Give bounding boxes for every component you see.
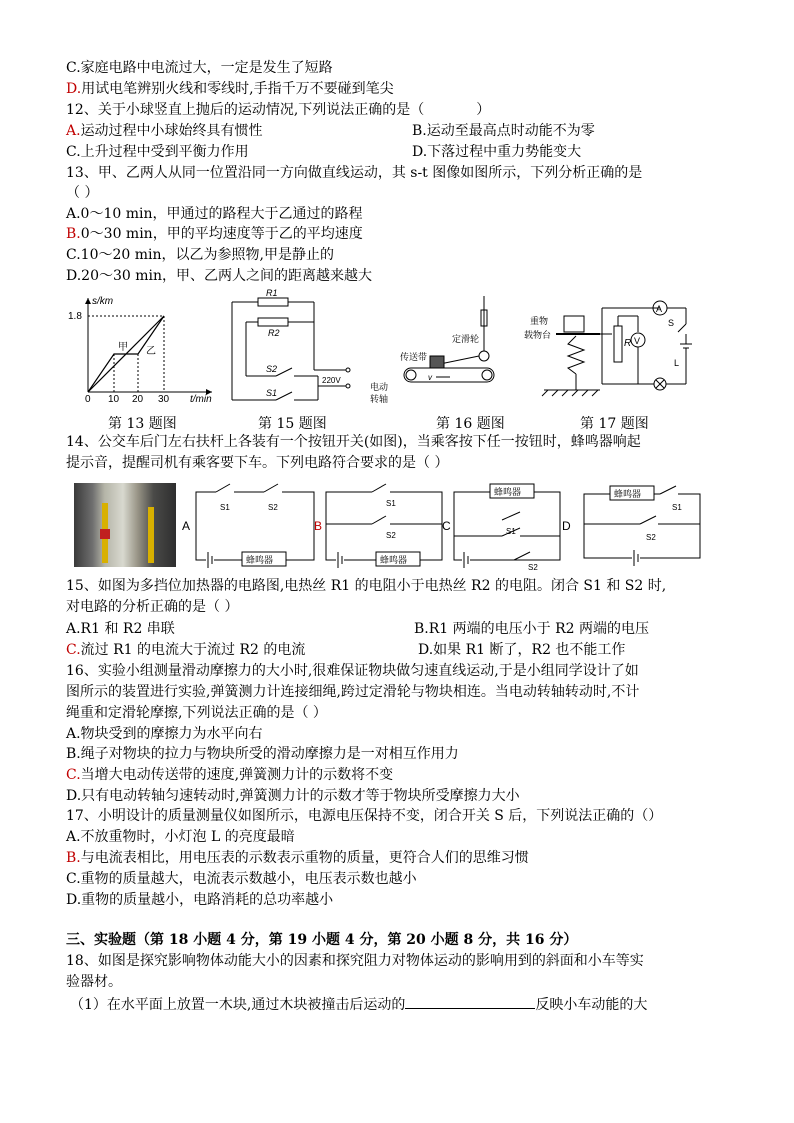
q16-option-a: A.物块受到的摩擦力为水平向右 bbox=[66, 726, 263, 742]
q15-row-cd bbox=[66, 640, 726, 660]
q17-option-a: A.不放重物时，小灯泡 L 的亮度最暗 bbox=[66, 829, 295, 845]
ammeter-label: A bbox=[656, 304, 663, 314]
option-letter: C. bbox=[66, 642, 81, 658]
q18-stem-2: 验器材。 bbox=[66, 974, 122, 990]
option-d-label: D bbox=[562, 519, 571, 533]
resistor-r1 bbox=[258, 298, 288, 306]
figure-16-conveyor bbox=[368, 294, 498, 406]
line-1: C.家庭电路中电流过大，一定是发生了短路 bbox=[66, 60, 333, 76]
q13-option-a: A.0～10 min，甲通过的路程大于乙通过的路程 bbox=[66, 206, 363, 222]
voltage-label: 220V bbox=[322, 376, 341, 385]
q14-stem-2: 提示音，提醒司机有乘客要下车。下列电路符合要求的是（ ） bbox=[66, 455, 449, 471]
option-text: 与电流表相比，用电压表的示数表示重物的质量，更符合人们的思维习惯 bbox=[80, 850, 529, 866]
s1-label: S1 bbox=[672, 503, 682, 512]
q17-option-c: C.重物的质量越大，电流表示数越小，电压表示数也越小 bbox=[66, 871, 417, 887]
q15-stem-2: 对电路的分析正确的是（ ） bbox=[66, 599, 239, 615]
q15-row-ab bbox=[66, 619, 726, 639]
jia-label: 甲 bbox=[118, 342, 128, 353]
bus-photo bbox=[74, 483, 176, 567]
weight-block bbox=[564, 316, 584, 332]
q18-part-1 bbox=[70, 994, 647, 1015]
q16-option-d: D.只有电动转轴匀速转动时,弹簧测力计的示数才等于物块所受摩擦力大小 bbox=[66, 788, 520, 804]
q17-option-d: D.重物的质量越小，电路消耗的总功率越小 bbox=[66, 892, 334, 908]
y-axis-label: s/km bbox=[92, 296, 114, 307]
caption-fig16: 第 16 题图 bbox=[436, 416, 505, 432]
q16-option-b: B.绳子对物块的拉力与物块所受的滑动摩擦力是一对相互作用力 bbox=[66, 746, 459, 762]
s1-label: S1 bbox=[506, 527, 516, 536]
option-letter: C. bbox=[66, 767, 81, 783]
caption-fig13: 第 13 题图 bbox=[108, 416, 177, 432]
q12-option-d: D.下落过程中重力势能变大 bbox=[412, 144, 582, 160]
conveyor-belt bbox=[404, 368, 494, 382]
section-3-heading: 三、实验题（第 18 小题 4 分，第 19 小题 4 分，第 20 小题 8 分，共 16 分） bbox=[66, 932, 578, 948]
q13-option-c: C.10～20 min，以乙为参照物,甲是静止的 bbox=[66, 247, 334, 263]
q12-row-cd bbox=[66, 142, 726, 162]
option-letter: A. bbox=[66, 123, 81, 139]
y-tick-label: 1.8 bbox=[68, 311, 82, 322]
s1-label: S1 bbox=[220, 503, 230, 512]
q17-stem: 17、小明设计的质量测量仪如图所示，电源电压保持不变，闭合开关 S 后，下列说法正确的（） bbox=[66, 808, 663, 824]
s1-label: S1 bbox=[386, 499, 396, 508]
q12-option-b: B.运动至最高点时动能不为零 bbox=[412, 123, 595, 139]
table-label: 载物台 bbox=[524, 330, 552, 340]
option-text: 当增大电动传送带的速度,弹簧测力计的示数将不变 bbox=[80, 767, 394, 783]
switch-label: S bbox=[668, 318, 675, 328]
buzzer-label: 蜂鸣器 bbox=[494, 487, 522, 497]
s2-label: S2 bbox=[646, 533, 656, 542]
rheostat-r bbox=[614, 326, 622, 362]
spring bbox=[568, 336, 584, 374]
q13-paren: （ ） bbox=[66, 185, 99, 201]
lamp-label: L bbox=[674, 358, 680, 368]
caption-fig15: 第 15 题图 bbox=[258, 416, 327, 432]
figure-17-mass-meter bbox=[520, 294, 695, 406]
q15-option-a: A.R1 和 R2 串联 bbox=[66, 621, 175, 637]
voltmeter-label: V bbox=[634, 336, 641, 346]
answer-blank[interactable] bbox=[405, 994, 535, 1009]
option-b-label: B bbox=[314, 519, 323, 533]
q12-text: 12、关于小球竖直上抛后的运动情况,下列说法正确的是（ bbox=[66, 102, 425, 118]
q13-option-d: D.20～30 min，甲、乙两人之间的距离越来越大 bbox=[66, 268, 373, 284]
r2-label: R2 bbox=[268, 328, 280, 338]
option-letter: B. bbox=[66, 226, 81, 242]
option-a-label: A bbox=[182, 519, 191, 533]
belt-label: 传送带 bbox=[400, 352, 428, 362]
option-c-label: C bbox=[442, 519, 451, 533]
weight-label: 重物 bbox=[530, 316, 549, 326]
option-text: 用试电笔辨别火线和零线时,手指千万不要碰到笔尖 bbox=[81, 81, 394, 97]
pulley-label: 定滑轮 bbox=[452, 334, 480, 344]
resistor-r2 bbox=[258, 318, 288, 326]
q17-option-b bbox=[66, 848, 529, 868]
option-text: 0～30 min，甲的平均速度等于乙的平均速度 bbox=[80, 226, 363, 242]
s2-label: S2 bbox=[386, 531, 396, 540]
figure-14-circuits bbox=[180, 480, 775, 572]
line-2 bbox=[66, 79, 394, 99]
q15-option-d: D.如果 R1 断了，R2 也不能工作 bbox=[418, 642, 626, 658]
r1-label: R1 bbox=[266, 288, 278, 298]
q15-option-b: B.R1 两端的电压小于 R2 两端的电压 bbox=[414, 621, 649, 637]
q15-stem: 15、如图为多挡位加热器的电路图,电热丝 R1 的电阻小于电热丝 R2 的电阻。闭合 S1 和 S2 时, bbox=[66, 578, 667, 594]
velocity-label: v bbox=[428, 373, 432, 382]
yi-label: 乙 bbox=[146, 346, 156, 357]
x-axis-label: t/min bbox=[190, 394, 212, 404]
q18-part-1-text-end: 反映小车动能的大 bbox=[535, 997, 648, 1013]
caption-fig17: 第 17 题图 bbox=[580, 416, 649, 432]
motor-label-2: 转轴 bbox=[370, 394, 389, 404]
option-letter: B. bbox=[66, 850, 81, 866]
q18-stem: 18、如图是探究影响物体动能大小的因素和探究阻力对物体运动的影响用到的斜面和小车等实 bbox=[66, 953, 644, 969]
s1-label: S1 bbox=[266, 388, 278, 398]
buzzer-label: 蜂鸣器 bbox=[380, 555, 408, 565]
block bbox=[430, 356, 444, 368]
s2-label: S2 bbox=[268, 503, 278, 512]
option-letter: D. bbox=[66, 81, 82, 97]
q13-option-b bbox=[66, 224, 363, 244]
figure-13-st-graph bbox=[66, 292, 216, 404]
r-label: R bbox=[624, 338, 632, 349]
buzzer-label: 蜂鸣器 bbox=[614, 489, 642, 499]
q15-option-c: 流过 R1 的电流大于流过 R2 的电流 bbox=[80, 642, 306, 658]
q13-stem: 13、甲、乙两人从同一位置沿同一方向做直线运动，其 s-t 图像如图所示，下列分析正确的是 bbox=[66, 165, 643, 181]
q12-stem bbox=[66, 100, 490, 120]
x-tick-label: 30 bbox=[158, 394, 170, 404]
s2-label: S2 bbox=[528, 563, 538, 572]
motor-label-1: 电动 bbox=[370, 382, 389, 392]
x-tick-label: 0 bbox=[85, 394, 91, 404]
q16-stem: 16、实验小组测量滑动摩擦力的大小时,很难保证物块做匀速直线运动,于是小组同学设计了如 bbox=[66, 663, 639, 679]
q12-row-ab bbox=[66, 121, 726, 141]
q12-option-c: C.上升过程中受到平衡力作用 bbox=[66, 144, 249, 160]
figure-15-heater-circuit bbox=[228, 288, 358, 406]
pulley-icon bbox=[479, 351, 489, 361]
q16-stem-3: 绳重和定滑轮摩擦,下列说法正确的是（ ） bbox=[66, 705, 327, 721]
x-tick-label: 10 bbox=[108, 394, 120, 404]
s2-label: S2 bbox=[266, 364, 278, 374]
buzzer-label: 蜂鸣器 bbox=[246, 555, 274, 565]
q18-part-1-text: （1）在水平面上放置一木块,通过木块被撞击后运动的 bbox=[70, 997, 406, 1013]
q12-paren-end: ） bbox=[476, 102, 491, 118]
q16-stem-2: 图所示的装置进行实验,弹簧测力计连接细绳,跨过定滑轮与物块相连。当电动转轴转动时,不计 bbox=[66, 684, 640, 700]
x-tick-label: 20 bbox=[132, 394, 144, 404]
q16-option-c bbox=[66, 765, 393, 785]
q12-option-a: 运动过程中小球始终具有惯性 bbox=[80, 123, 263, 139]
q14-stem: 14、公交车后门左右扶杆上各装有一个按钮开关(如图)，当乘客按下任一按钮时，蜂鸣器响起 bbox=[66, 434, 641, 450]
